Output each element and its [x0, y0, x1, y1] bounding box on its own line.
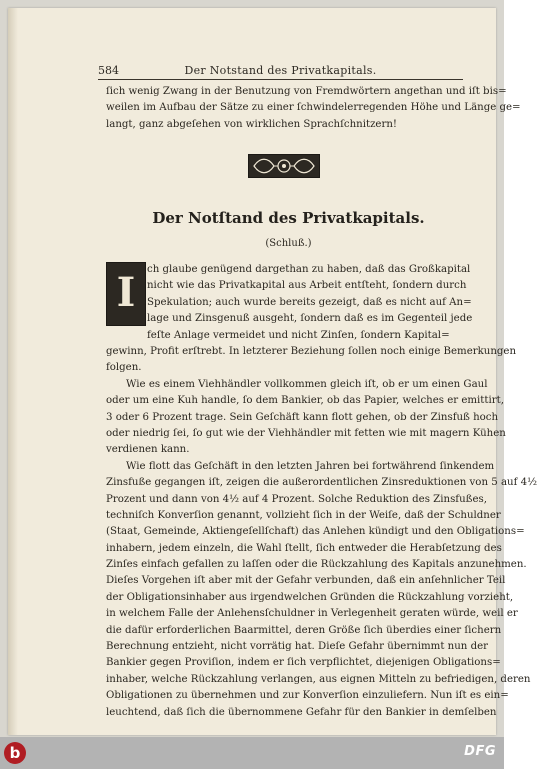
viewer-footer-bar: [0, 737, 504, 769]
initial-paragraph: [147, 262, 471, 344]
text-line: gewinn, Profit erſtrebt. In letzterer Beziehung ſollen noch einige Bemerkungen: [106, 346, 517, 357]
text-line: techniſch Konverſion genannt, vollzieht ſich in der Weiſe, daß der Schuldner: [106, 509, 501, 521]
text-line: die dafür erforderlichen Baarmittel, deren Größe ſich überdies einer ſichern: [106, 624, 502, 636]
text-line: oder niedrig ſei, ſo gut wie der Viehhändler mit fetten wie mit magern Kühen: [106, 427, 506, 439]
text-line: Wie es einem Viehhändler vollkommen gleich iſt, ob er um einen Gaul: [126, 378, 488, 390]
text-line: Zinſes einfach gefallen zu laſſen oder die Rückzahlung des Kapitals anzunehmen.: [106, 559, 527, 571]
text-line: weilen im Aufbau der Sätze zu einer ſchwindelerregenden Höhe und Länge ge=: [106, 102, 521, 114]
text-line: verdienen kann.: [106, 444, 190, 456]
text-line: Wie flott das Geſchäft in den letzten Jahren bei fortwährend ſinkendem: [126, 460, 495, 472]
text-line: inhaber, welche Rückzahlung verlangen, aus eignen Mitteln zu befriedigen, deren: [106, 673, 531, 685]
article-subtitle: (Schluß.): [265, 238, 312, 249]
text-line: inhabern, jedem einzeln, die Wahl ſtellt, ſich entweder die Herabſetzung des: [106, 542, 502, 554]
text-line: Zinsfuße gegangen iſt, zeigen die außerordentlichen Zinsreduktionen von 5 auf 4½: [106, 477, 537, 489]
text-line: ch glaube genügend dargethan zu haben, daß das Großkapital: [147, 264, 471, 275]
text-line: Dieſes Vorgehen iſt aber mit der Gefahr verbunden, daß ein anſehnlicher Teil: [106, 575, 506, 587]
text-line: Prozent und dann von 4½ auf 4 Prozent. Solche Reduktion des Zinsfußes,: [106, 493, 487, 505]
text-line: (Staat, Gemeinde, Aktiengeſellſchaft) das Anlehen kündigt und den Obligations=: [106, 526, 525, 538]
library-logo-icon[interactable]: b: [4, 742, 26, 764]
intro-paragraph: [106, 84, 521, 133]
text-line: langt, ganz abgeſehen von wirklichen Sprachſchnitzern!: [106, 118, 397, 130]
text-line: folgen.: [106, 362, 142, 374]
body-text: [106, 344, 537, 721]
text-line: Obligationen zu übernehmen und zur Konverſion einzuliefern. Nun iſt es ein=: [106, 690, 509, 702]
text-line: oder um eine Kuh handle, ſo dem Bankier, ob das Papier, welches er emittirt,: [106, 395, 504, 407]
running-title: Der Notstand des Privatkapitals.: [184, 64, 377, 77]
text-line: Berechnung entzieht, nicht vorrätig hat. Dieſe Gefahr übernimmt nun der: [106, 641, 489, 653]
text-line: Bankier gegen Proviſion, indem er ſich verpflichtet, diejenigen Obligations=: [106, 657, 501, 669]
running-header: [98, 64, 463, 80]
initial-letter: I: [116, 269, 136, 316]
ornament-vignette: [248, 154, 320, 178]
article-title: Der Notſtand des Privatkapitals.: [152, 209, 425, 227]
dfg-logo[interactable]: DFG: [464, 744, 496, 759]
text-line: feſte Anlage vermeidet und nicht Zinſen, ſondern Kapital=: [147, 329, 450, 341]
text-line: Spekulation; auch wurde bereits gezeigt, daß es nicht auf An=: [147, 296, 472, 308]
text-line: lage und Zinsgenuß ausgeht, ſondern daß es im Gegenteil jede: [147, 313, 473, 325]
decorated-initial: [106, 262, 146, 326]
text-line: leuchtend, daß ſich die übernommene Gefahr für den Bankier in demſelben: [106, 706, 497, 718]
text-line: 3 oder 6 Prozent trage. Sein Geſchäft kann flott gehen, ob der Zinsfuß hoch: [106, 411, 499, 423]
text-line: nicht wie das Privatkapital aus Arbeit entſteht, ſondern durch: [147, 280, 467, 292]
page-gutter-shadow: [8, 8, 18, 735]
header-rule: [98, 79, 463, 80]
text-line: der Obligationsinhaber aus irgendwelchen Gründen die Rückzahlung vorzieht,: [106, 591, 514, 603]
text-line: ſich wenig Zwang in der Benutzung von Fremdwörtern angethan und iſt bis=: [106, 86, 507, 97]
page-number: 584: [98, 64, 119, 77]
text-line: in welchem Falle der Anlehensſchuldner in Verlegenheit geraten würde, weil er: [106, 608, 518, 620]
